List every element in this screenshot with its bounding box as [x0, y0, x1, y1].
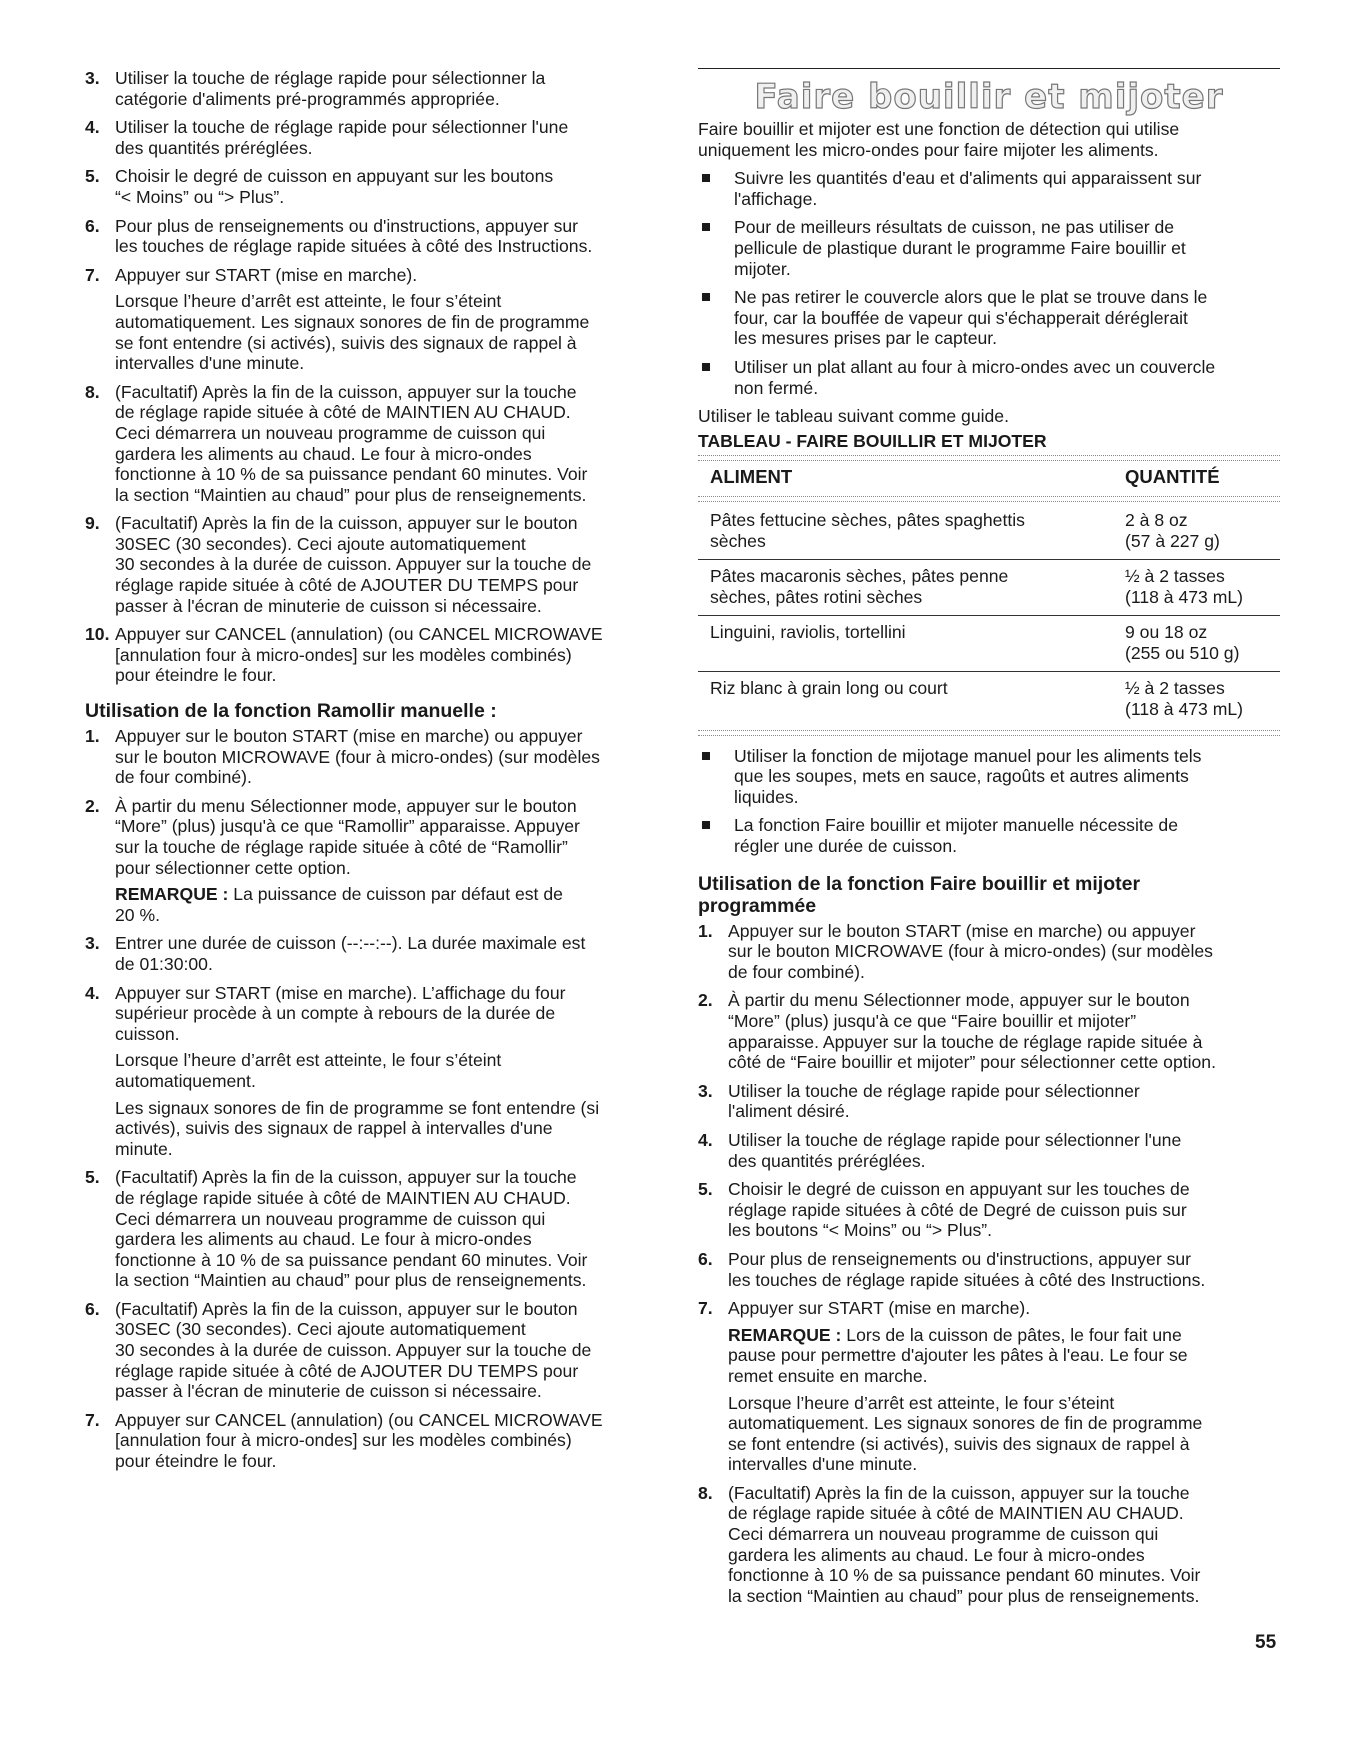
text-line: 30 secondes à la durée de cuisson. Appuyer sur la touche de	[115, 554, 592, 575]
text-line: de réglage rapide située à côté de MAINTIEN AU CHAUD.	[728, 1503, 1184, 1524]
step-item	[698, 921, 1280, 983]
step-number: 8.	[85, 381, 100, 402]
step-number: 7.	[85, 1409, 100, 1430]
step-number: 6.	[85, 215, 100, 236]
step-item	[85, 166, 665, 207]
text-line: Utiliser la touche de réglage rapide pour sélectionner	[728, 1080, 1140, 1101]
text-line: 30 secondes à la durée de cuisson. Appuyer sur la touche de	[115, 1340, 592, 1361]
step-item	[85, 382, 665, 506]
text-line: Les signaux sonores de fin de programme se font entendre (si	[115, 1097, 600, 1118]
step-number: 2.	[698, 990, 713, 1011]
text-line: apparaisse. Appuyer sur la touche de réglage rapide située à	[728, 1031, 1203, 1052]
text-line: Ceci démarrera un nouveau programme de cuisson qui	[115, 1208, 546, 1229]
step-item	[85, 1299, 665, 1402]
text-line: fonctionne à 10 % de sa puissance pendant 60 minutes. Voir	[115, 1249, 588, 1270]
step-number: 9.	[85, 513, 100, 534]
note	[115, 884, 665, 925]
square-bullet-icon	[702, 821, 710, 829]
text-line: Ceci démarrera un nouveau programme de cuisson qui	[115, 422, 546, 443]
text-line: Utiliser la touche de réglage rapide pour sélectionner l'une	[728, 1129, 1182, 1150]
text-line: automatiquement.	[115, 1070, 256, 1091]
text-line: Appuyer sur CANCEL (annulation) (ou CANCEL MICROWAVE	[115, 1409, 603, 1430]
square-bullet-icon	[702, 752, 710, 760]
step-item	[85, 513, 665, 616]
text-line: les mesures prises par le capteur.	[734, 328, 998, 349]
table-top-border	[698, 455, 1280, 461]
step-number: 4.	[85, 117, 100, 138]
section-banner-title: Faire bouillir et mijoter	[754, 77, 1224, 117]
step-number: 4.	[85, 982, 100, 1003]
bullet-item	[698, 357, 1280, 398]
text-line: Entrer une durée de cuisson (--:--:--). La durée maximale est	[115, 933, 586, 954]
step-number: 10.	[85, 624, 110, 645]
text-line: Utiliser un plat allant au four à micro-ondes avec un couvercle	[734, 356, 1216, 377]
food-cell	[698, 678, 1125, 719]
food-cell	[698, 622, 1125, 663]
step-item	[698, 1081, 1280, 1122]
text-line: que les soupes, mets en sauce, ragoûts et autres aliments	[734, 766, 1189, 787]
text-line: (255 ou 510 g)	[1125, 642, 1240, 663]
text-line: catégorie d'aliments pré-programmés appropriée.	[115, 88, 500, 109]
step-item	[85, 796, 665, 926]
step-number: 8.	[698, 1482, 713, 1503]
table-row	[698, 616, 1280, 663]
text-line: Ne pas retirer le couvercle alors que le plat se trouve dans le	[734, 287, 1208, 308]
step-item	[85, 117, 665, 158]
step-number: 7.	[85, 264, 100, 285]
step-item	[85, 726, 665, 788]
text-line: des quantités préréglées.	[728, 1150, 926, 1171]
text-line: pour éteindre le four.	[115, 1451, 277, 1472]
note-line: remet ensuite en marche.	[728, 1365, 928, 1386]
bullets-list-b	[698, 746, 1280, 857]
food-cell	[698, 510, 1125, 551]
text-line: (57 à 227 g)	[1125, 530, 1220, 551]
square-bullet-icon	[702, 363, 710, 371]
text-line: Pour plus de renseignements ou d'instructions, appuyer sur	[728, 1248, 1192, 1269]
table-row	[698, 506, 1280, 551]
step-item	[85, 1167, 665, 1291]
text-line: pour éteindre le four.	[115, 665, 277, 686]
step-subparagraph	[115, 291, 665, 373]
text-line: les touches de réglage rapide situées à côté des Instructions.	[728, 1269, 1206, 1290]
text-line: réglage rapide située à côté de AJOUTER DU TEMPS pour	[115, 1360, 579, 1381]
header-food: ALIMENT	[710, 466, 793, 488]
text-line: Appuyer sur le bouton START (mise en marche) ou appuyer	[115, 726, 583, 747]
step-subparagraph	[115, 1098, 665, 1160]
text-line: Pour de meilleurs résultats de cuisson, ne pas utiliser de	[734, 217, 1175, 238]
text-line: (Facultatif) Après la fin de la cuisson, appuyer sur la touche	[115, 1167, 577, 1188]
step-number: 1.	[698, 920, 713, 941]
text-line: réglage rapide situées à côté de Degré de cuisson puis sur	[728, 1199, 1187, 1220]
text-line: Appuyer sur START (mise en marche).	[115, 264, 418, 285]
text-line: supérieur procède à un compte à rebours de la durée de	[115, 1003, 556, 1024]
table-row	[698, 672, 1280, 719]
text-line: Pâtes macaronis sèches, pâtes penne	[710, 566, 1009, 587]
left-column	[85, 68, 665, 1480]
table-body	[698, 506, 1280, 720]
text-line: la section “Maintien au chaud” pour plus de renseignements.	[115, 484, 587, 505]
step-subparagraph	[115, 1050, 665, 1091]
text-line: Appuyer sur START (mise en marche).	[728, 1298, 1031, 1319]
text-line: Appuyer sur le bouton START (mise en marche) ou appuyer	[728, 920, 1196, 941]
text-line: 9 ou 18 oz	[1125, 622, 1208, 643]
table-title: TABLEAU - FAIRE BOUILLIR ET MIJOTER	[698, 430, 1047, 451]
section-heading-programmee	[698, 873, 1280, 917]
step-number: 3.	[85, 933, 100, 954]
text-line: Utiliser la touche de réglage rapide pour sélectionner l'une	[115, 117, 569, 138]
text-line: cuisson.	[115, 1023, 180, 1044]
text-line: sur le bouton MICROWAVE (four à micro-ondes) (sur modèles	[728, 941, 1213, 962]
bullets-list-a	[698, 168, 1280, 398]
text-line: Choisir le degré de cuisson en appuyant sur les touches de	[728, 1179, 1190, 1200]
text-line: se font entendre (si activés), suivis des signaux de rappel à	[115, 332, 577, 353]
text-line: ½ à 2 tasses	[1125, 566, 1225, 587]
section-heading-ramollir: Utilisation de la fonction Ramollir manuelle :	[85, 700, 497, 723]
text-line: “More” (plus) jusqu'à ce que “Ramollir” apparaisse. Appuyer	[115, 816, 580, 837]
text-line: (Facultatif) Après la fin de la cuisson, appuyer sur le bouton	[115, 1298, 578, 1319]
step-number: 5.	[85, 1167, 100, 1188]
text-line: Utiliser la fonction de mijotage manuel pour les aliments tels	[734, 745, 1202, 766]
step-number: 6.	[85, 1298, 100, 1319]
text-line: Lorsque l’heure d’arrêt est atteinte, le four s’éteint	[115, 291, 502, 312]
top-rule	[698, 68, 1280, 69]
step-item	[85, 68, 665, 109]
text-line: sur la touche de réglage rapide située à côté de “Ramollir”	[115, 837, 568, 857]
text-line: sèches	[710, 530, 766, 551]
text-line: les touches de réglage rapide situées à côté des Instructions.	[115, 236, 593, 257]
text-line: gardera les aliments au chaud. Le four à micro-ondes	[115, 1229, 532, 1250]
bullet-item	[698, 168, 1280, 209]
text-line: ½ à 2 tasses	[1125, 678, 1225, 699]
table-header-row	[698, 465, 1280, 488]
quantity-cell	[1125, 678, 1280, 719]
text-line: la section “Maintien au chaud” pour plus de renseignements.	[115, 1270, 587, 1291]
step-item	[85, 933, 665, 974]
step-item	[698, 990, 1280, 1072]
text-line: (118 à 473 mL)	[1125, 699, 1244, 720]
text-line: À partir du menu Sélectionner mode, appuyer sur le bouton	[728, 990, 1190, 1011]
text-line: gardera les aliments au chaud. Le four à micro-ondes	[728, 1544, 1145, 1565]
step-number: 5.	[85, 166, 100, 187]
text-line: Linguini, raviolis, tortellini	[710, 622, 906, 643]
bullet-item	[698, 217, 1280, 279]
intro-paragraph	[698, 119, 1280, 160]
steps-list-b	[85, 726, 665, 1472]
note-label: REMARQUE :	[728, 1324, 842, 1345]
text-line: 30SEC (30 secondes). Ceci ajoute automatiquement	[115, 1319, 526, 1340]
step-item	[698, 1298, 1280, 1475]
step-number: 4.	[698, 1129, 713, 1150]
bullet-item	[698, 815, 1280, 856]
right-column	[698, 68, 1280, 1614]
step-number: 2.	[85, 795, 100, 816]
text-line: mijoter.	[734, 258, 791, 279]
table-header-border	[698, 496, 1280, 502]
text-line: pour sélectionner cette option.	[115, 857, 351, 878]
text-line: (118 à 473 mL)	[1125, 586, 1244, 607]
text-line: l'aliment désiré.	[728, 1101, 850, 1122]
text-line: Utiliser la touche de réglage rapide pour sélectionner la	[115, 68, 546, 88]
table-row	[698, 560, 1280, 607]
quantity-cell	[1125, 510, 1280, 551]
note	[728, 1325, 1280, 1387]
text-line: sèches, pâtes rotini sèches	[710, 586, 923, 607]
text-line: de four combiné).	[115, 767, 252, 788]
text-line: (Facultatif) Après la fin de la cuisson, appuyer sur le bouton	[115, 513, 578, 534]
note-line: Lors de la cuisson de pâtes, le four fait une	[841, 1324, 1182, 1345]
text-line: de 01:30:00.	[115, 953, 213, 974]
page-number: 55	[1255, 1632, 1277, 1653]
text-line: Ceci démarrera un nouveau programme de cuisson qui	[728, 1524, 1159, 1545]
text-line: (Facultatif) Après la fin de la cuisson, appuyer sur la touche	[728, 1482, 1190, 1503]
text-line: Suivre les quantités d'eau et d'aliments qui apparaissent sur	[734, 168, 1202, 189]
text-line: programmée	[698, 894, 817, 917]
quantity-cell	[1125, 622, 1280, 663]
header-quantity: QUANTITÉ	[1125, 466, 1220, 488]
step-item	[698, 1179, 1280, 1241]
text-line: activés), suivis des signaux de rappel à intervalles d'une	[115, 1118, 553, 1139]
food-cell	[698, 566, 1125, 607]
text-line: côté de “Faire bouillir et mijoter” pour sélectionner cette option.	[728, 1052, 1216, 1073]
text-line: l'affichage.	[734, 188, 818, 209]
text-line: uniquement les micro-ondes pour faire mijoter les aliments.	[698, 139, 1159, 160]
text-line: se font entendre (si activés), suivis des signaux de rappel à	[728, 1433, 1190, 1454]
text-line: pellicule de plastique durant le programme Faire bouillir et	[734, 237, 1186, 258]
text-line: liquides.	[734, 786, 799, 807]
steps-list-c	[698, 921, 1280, 1607]
text-line: À partir du menu Sélectionner mode, appuyer sur le bouton	[115, 795, 577, 816]
step-item	[698, 1130, 1280, 1171]
guide-text: Utiliser le tableau suivant comme guide.	[698, 406, 1009, 427]
text-line: intervalles d'une minute.	[728, 1454, 918, 1475]
text-line: [annulation four à micro-ondes] sur les modèles combinés)	[115, 644, 572, 665]
text-line: réglage rapide située à côté de AJOUTER DU TEMPS pour	[115, 575, 579, 596]
note-line: pause pour permettre d'ajouter les pâtes à l'eau. Le four se	[728, 1345, 1188, 1366]
step-item	[85, 1410, 665, 1472]
boil-simmer-table	[698, 455, 1280, 735]
text-line: Appuyer sur CANCEL (annulation) (ou CANCEL MICROWAVE	[115, 624, 603, 645]
text-line: gardera les aliments au chaud. Le four à micro-ondes	[115, 443, 532, 464]
text-line: [annulation four à micro-ondes] sur les modèles combinés)	[115, 1430, 572, 1451]
text-line: automatiquement. Les signaux sonores de fin de programme	[115, 311, 590, 332]
text-line: la section “Maintien au chaud” pour plus de renseignements.	[728, 1585, 1200, 1606]
text-line: fonctionne à 10 % de sa puissance pendant 60 minutes. Voir	[115, 464, 588, 485]
text-line: les boutons “< Moins” ou “> Plus”.	[728, 1220, 993, 1241]
text-line: Pâtes fettucine sèches, pâtes spaghettis	[710, 509, 1025, 530]
step-number: 3.	[698, 1080, 713, 1101]
text-line: passer à l'écran de minuterie de cuisson si nécessaire.	[115, 1381, 542, 1402]
steps-list-a	[85, 68, 665, 686]
text-line: fonctionne à 10 % de sa puissance pendant 60 minutes. Voir	[728, 1565, 1201, 1586]
step-item	[85, 265, 665, 374]
text-line: “< Moins” ou “> Plus”.	[115, 186, 285, 207]
text-line: des quantités préréglées.	[115, 137, 313, 158]
text-line: minute.	[115, 1138, 173, 1159]
table-bottom-border	[698, 730, 1280, 736]
text-line: de réglage rapide située à côté de MAINTIEN AU CHAUD.	[115, 1187, 571, 1208]
text-line: Lorsque l’heure d’arrêt est atteinte, le four s’éteint	[728, 1392, 1115, 1413]
bullet-item	[698, 746, 1280, 808]
text-line: Choisir le degré de cuisson en appuyant sur les boutons	[115, 166, 554, 187]
step-number: 6.	[698, 1248, 713, 1269]
text-line: (Facultatif) Après la fin de la cuisson, appuyer sur la touche	[115, 381, 577, 402]
text-line: régler une durée de cuisson.	[734, 836, 957, 857]
step-number: 1.	[85, 726, 100, 747]
text-line: La fonction Faire bouillir et mijoter manuelle nécessite de	[734, 815, 1178, 836]
step-number: 5.	[698, 1179, 713, 1200]
text-line: sur le bouton MICROWAVE (four à micro-ondes) (sur modèles	[115, 746, 600, 767]
step-number: 7.	[698, 1298, 713, 1319]
text-line: “More” (plus) jusqu'à ce que “Faire bouillir et mijoter”	[728, 1011, 1137, 1031]
square-bullet-icon	[702, 223, 710, 231]
text-line: 30SEC (30 secondes). Ceci ajoute automatiquement	[115, 533, 526, 554]
note-label: REMARQUE :	[115, 884, 229, 905]
square-bullet-icon	[702, 293, 710, 301]
text-line: Pour plus de renseignements ou d'instructions, appuyer sur	[115, 215, 579, 236]
text-line: Lorsque l’heure d’arrêt est atteinte, le four s’éteint	[115, 1050, 502, 1071]
text-line: de réglage rapide située à côté de MAINTIEN AU CHAUD.	[115, 402, 571, 423]
text-line: four, car la bouffée de vapeur qui s'échapperait déréglerait	[734, 307, 1188, 328]
text-line: automatiquement. Les signaux sonores de fin de programme	[728, 1413, 1203, 1434]
text-line: Riz blanc à grain long ou court	[710, 678, 948, 699]
step-number: 3.	[85, 68, 100, 88]
square-bullet-icon	[702, 174, 710, 182]
text-line: de four combiné).	[728, 961, 865, 982]
bullet-item	[698, 287, 1280, 349]
quantity-cell	[1125, 566, 1280, 607]
step-subparagraph	[728, 1393, 1280, 1475]
text-line: Appuyer sur START (mise en marche). L’affichage du four	[115, 982, 566, 1003]
text-line: non fermé.	[734, 377, 819, 398]
text-line: 2 à 8 oz	[1125, 509, 1188, 530]
text-line: passer à l'écran de minuterie de cuisson si nécessaire.	[115, 595, 542, 616]
text-line: Utilisation de la fonction Faire bouillir et mijoter	[698, 872, 1141, 895]
note-line: 20 %.	[115, 904, 160, 925]
step-item	[85, 216, 665, 257]
text-line: intervalles d'une minute.	[115, 353, 305, 374]
step-item	[85, 983, 665, 1160]
note-line: La puissance de cuisson par défaut est de	[228, 884, 563, 905]
step-item	[698, 1483, 1280, 1607]
text-line: Faire bouillir et mijoter est une fonction de détection qui utilise	[698, 119, 1180, 139]
step-item	[698, 1249, 1280, 1290]
step-item	[85, 624, 665, 686]
